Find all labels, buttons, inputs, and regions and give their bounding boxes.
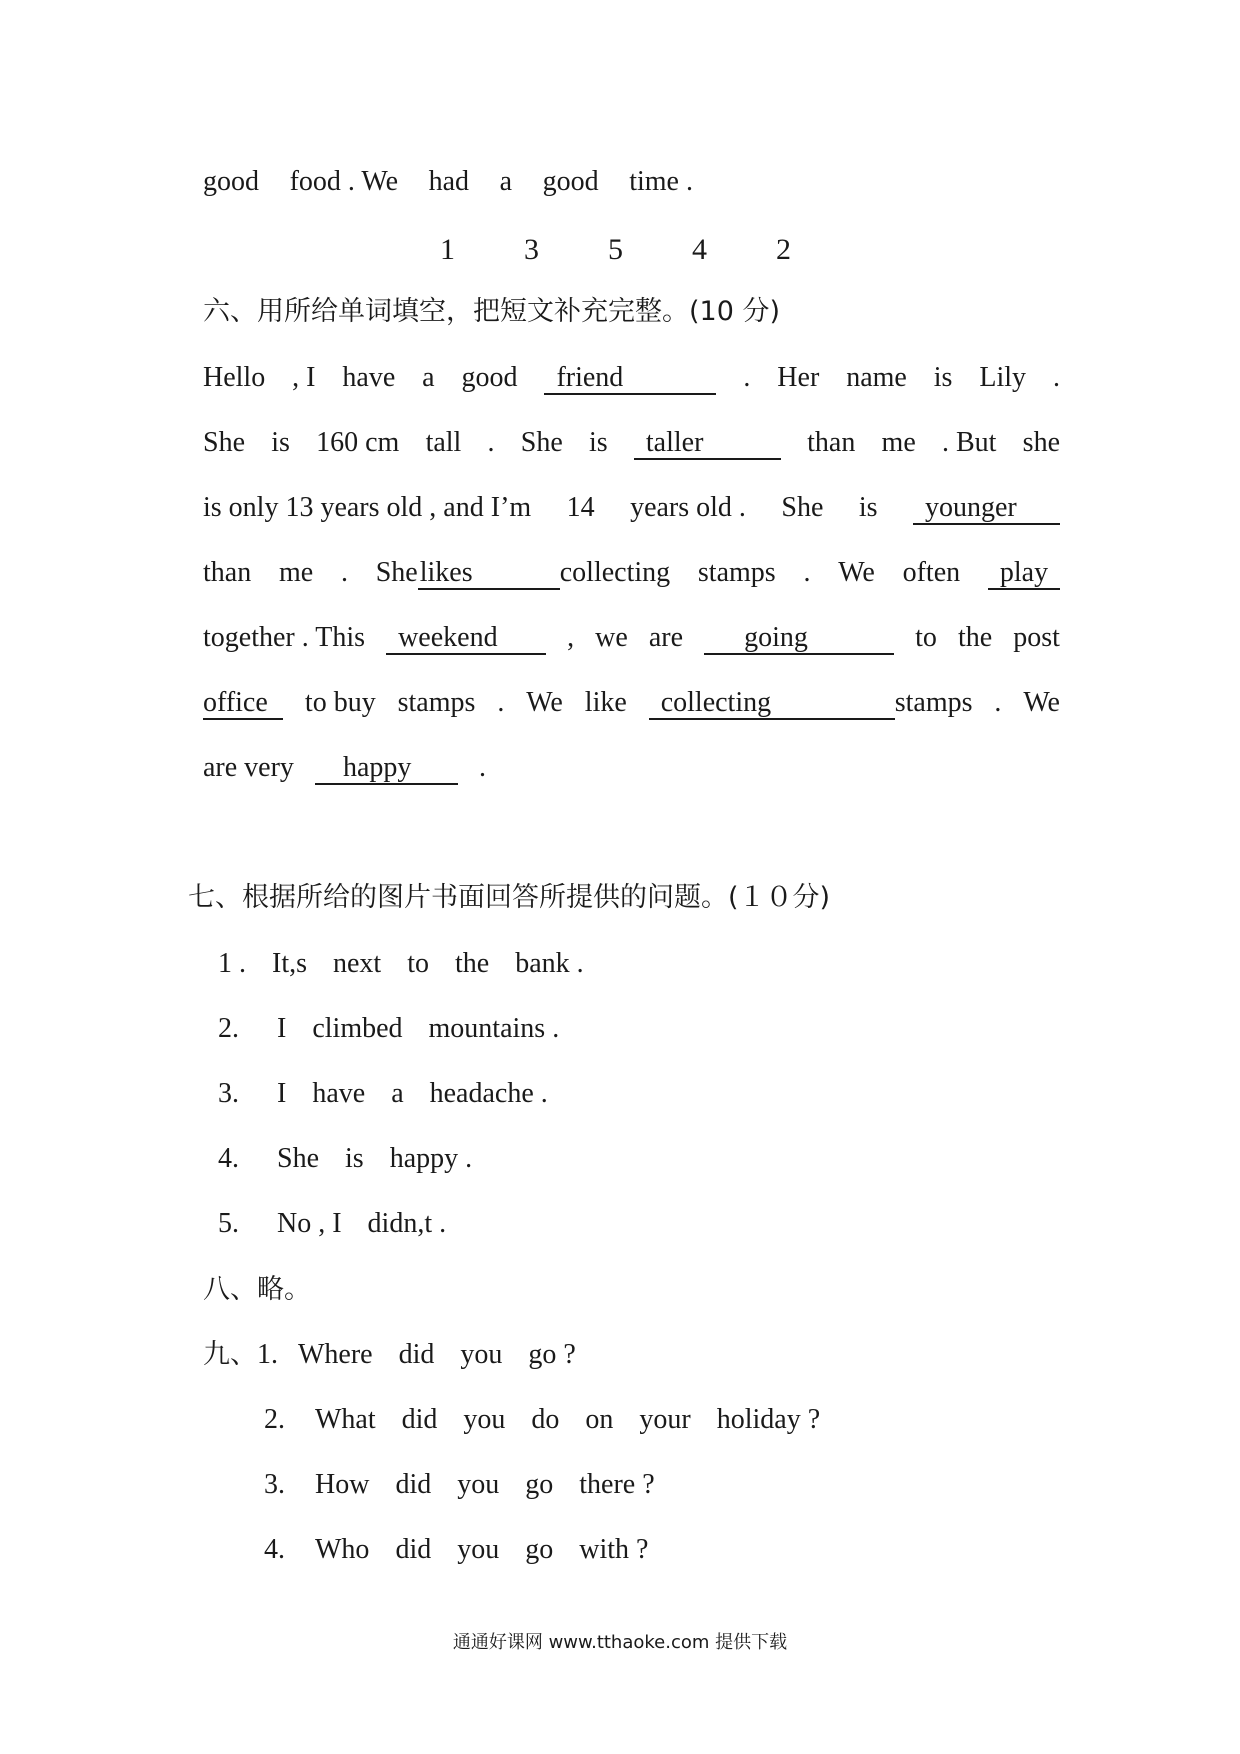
word: the: [455, 948, 490, 979]
word: is: [588, 427, 608, 458]
word: holiday ?: [716, 1404, 821, 1435]
phrase: [376, 551, 670, 595]
passage-line-3: [203, 486, 1060, 530]
word: No , I: [277, 1208, 342, 1239]
word: is: [933, 362, 953, 393]
section9-item-3: [264, 1463, 681, 1507]
intro-line: [203, 160, 693, 204]
word: It,s: [272, 948, 307, 979]
phrase: [649, 681, 973, 725]
word: a: [499, 166, 513, 197]
item-number: 3.: [218, 1078, 239, 1109]
order-number: 1: [440, 233, 455, 266]
blank-going: going: [704, 623, 894, 655]
section7-item-5: [218, 1202, 472, 1246]
blank-happy: happy: [315, 753, 458, 785]
word: you: [463, 1404, 506, 1435]
word: you: [460, 1339, 503, 1370]
item-number: 1 .: [218, 948, 246, 979]
word: good: [461, 362, 518, 393]
word: next: [333, 948, 382, 979]
word: together . This: [203, 622, 366, 653]
word: bank .: [515, 948, 584, 979]
word: she: [1022, 427, 1060, 458]
item-number: 2.: [264, 1404, 285, 1435]
word: .: [994, 687, 1002, 718]
word: Who: [315, 1534, 370, 1565]
word: we: [595, 622, 628, 653]
item-number: 1.: [257, 1339, 278, 1370]
section6-heading: 六、用所给单词填空，把短文补充完整。(10 分): [203, 296, 781, 327]
word: to: [915, 622, 937, 653]
section7-item-3: [218, 1072, 574, 1116]
word: to buy: [304, 687, 376, 718]
word: I: [277, 1013, 287, 1044]
item-number: 5.: [218, 1208, 239, 1239]
word: often: [902, 557, 961, 588]
word: Her: [777, 362, 820, 393]
word: like: [584, 687, 627, 718]
word: She: [203, 427, 245, 458]
passage-line-7: [203, 746, 1060, 790]
word: 14: [566, 492, 595, 523]
word: is only 13 years old , and I’m: [203, 492, 532, 523]
word: your: [639, 1404, 691, 1435]
word: do: [531, 1404, 560, 1435]
word: happy .: [389, 1143, 473, 1174]
section7-item-4: [218, 1137, 498, 1181]
word: have: [312, 1078, 366, 1109]
word: did: [398, 1339, 435, 1370]
word: .: [743, 362, 751, 393]
word: a: [422, 362, 435, 393]
word: ,: [567, 622, 575, 653]
word: Lily: [979, 362, 1027, 393]
passage-line-4: [203, 551, 1060, 595]
word: than: [203, 557, 252, 588]
section9-item-4: [264, 1528, 674, 1572]
word: there ?: [579, 1469, 655, 1500]
word: had: [428, 166, 470, 197]
word: .: [803, 557, 811, 588]
word: I: [277, 1078, 287, 1109]
word: time .: [629, 166, 693, 197]
word: is: [345, 1143, 364, 1174]
word: than: [807, 427, 856, 458]
word: stamps: [397, 687, 476, 718]
word: What: [315, 1404, 376, 1435]
blank-collecting: collecting: [649, 688, 895, 720]
word: We: [526, 687, 563, 718]
blank-play: play: [988, 558, 1060, 590]
word: Where: [298, 1339, 373, 1370]
word: go: [525, 1469, 554, 1500]
word: tall: [425, 427, 462, 458]
word: headache .: [429, 1078, 548, 1109]
word: Hello: [203, 362, 266, 393]
word: . But: [941, 427, 997, 458]
word: How: [315, 1469, 370, 1500]
section9-item-2: [264, 1398, 846, 1442]
word: did: [401, 1404, 438, 1435]
word: is: [271, 427, 290, 458]
word: go ?: [528, 1339, 576, 1370]
blank-likes: likes: [418, 558, 560, 590]
section7-heading: 七、根据所给的图片书面回答所提供的问题。(１０分): [188, 882, 831, 913]
blank-younger: younger: [913, 493, 1060, 525]
blank-office: office: [203, 688, 283, 720]
word: are: [648, 622, 684, 653]
word: you: [457, 1469, 500, 1500]
section9-label: 九、: [203, 1339, 257, 1370]
blank-taller: taller: [634, 428, 781, 460]
word: you: [457, 1534, 500, 1565]
word: .: [478, 752, 486, 783]
word: mountains .: [428, 1013, 560, 1044]
word: stamps: [697, 557, 776, 588]
word: a: [391, 1078, 404, 1109]
order-number: 4: [692, 233, 707, 266]
word: stamps: [894, 687, 973, 718]
item-number: 4.: [218, 1143, 239, 1174]
word: 160 cm: [316, 427, 400, 458]
order-number: 5: [608, 233, 623, 266]
blank-weekend: weekend: [386, 623, 546, 655]
word: is: [858, 492, 878, 523]
word: .: [497, 687, 505, 718]
word: with ?: [579, 1534, 649, 1565]
word: good: [542, 166, 599, 197]
word: name: [846, 362, 907, 393]
passage-line-6: [203, 681, 1060, 725]
word: to: [407, 948, 429, 979]
section8-heading: 八、略。: [203, 1274, 311, 1305]
word: .: [487, 427, 495, 458]
section7-item-2: [218, 1007, 585, 1051]
word: She: [520, 427, 563, 458]
item-number: 2.: [218, 1013, 239, 1044]
word: She: [277, 1143, 319, 1174]
passage-line-2: [203, 421, 1060, 465]
word: We: [1023, 687, 1060, 718]
word: good: [203, 166, 259, 197]
section9-item-1: [203, 1333, 602, 1377]
passage-line-1: [203, 356, 1060, 400]
word: did: [395, 1534, 432, 1565]
word: food . We: [289, 166, 399, 197]
word: She: [781, 492, 824, 523]
word: are very: [203, 752, 294, 783]
page-footer: 通通好课网 www.tthaoke.com 提供下载: [452, 1632, 788, 1653]
word: years old .: [630, 492, 746, 523]
word: .: [1052, 362, 1060, 393]
order-number: 3: [524, 233, 539, 266]
item-number: 3.: [264, 1469, 285, 1500]
word: the: [957, 622, 993, 653]
word: We: [838, 557, 875, 588]
item-number: 4.: [264, 1534, 285, 1565]
blank-friend: friend: [544, 363, 716, 395]
word: didn,t .: [367, 1208, 447, 1239]
word: .: [340, 557, 348, 588]
word: collecting: [559, 557, 671, 588]
word: me: [278, 557, 314, 588]
word: , I: [292, 362, 316, 393]
order-number: 2: [776, 233, 791, 266]
word: go: [525, 1534, 554, 1565]
word: have: [342, 362, 396, 393]
section7-item-1: [218, 942, 610, 986]
word: on: [585, 1404, 614, 1435]
word: climbed: [312, 1013, 403, 1044]
word: She: [375, 557, 418, 588]
word: post: [1013, 622, 1060, 653]
order-numbers: [440, 228, 860, 272]
word: me: [881, 427, 916, 458]
passage-line-5: [203, 616, 1060, 660]
word: did: [395, 1469, 432, 1500]
